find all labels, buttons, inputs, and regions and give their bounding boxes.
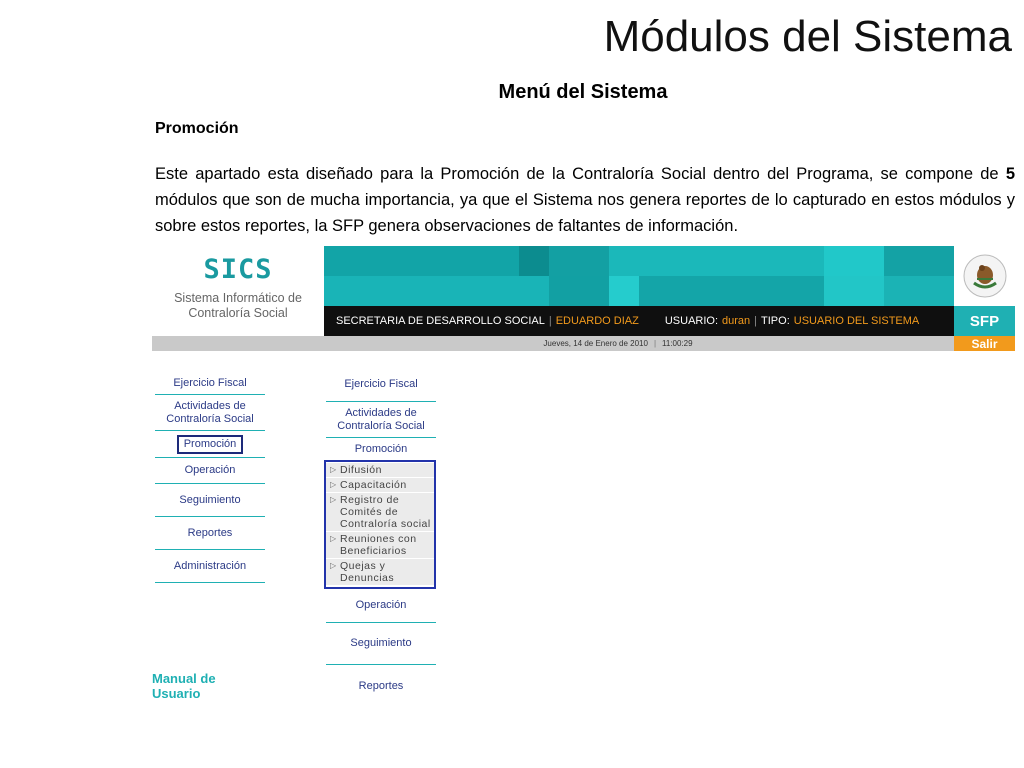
chevron-right-icon: ▷ — [330, 495, 337, 504]
cmenu-operacion[interactable]: Operación — [326, 589, 436, 623]
menu-reportes[interactable]: Reportes — [155, 517, 265, 550]
submenu-item[interactable]: ▷ Capacitación — [326, 478, 434, 493]
left-menu — [155, 372, 265, 583]
mexico-emblem-icon — [954, 246, 1015, 306]
chevron-right-icon: ▷ — [330, 480, 337, 489]
org-name: SECRETARIA DE DESARROLLO SOCIAL — [336, 315, 545, 327]
submenu-item[interactable]: ▷ Quejas y Denuncias — [326, 559, 434, 586]
slide-title: Módulos del Sistema — [603, 12, 1012, 61]
promocion-submenu — [324, 460, 436, 589]
menu-administracion[interactable]: Administración — [155, 550, 265, 583]
submenu-item[interactable]: ▷ Difusión — [326, 463, 434, 478]
user-fullname: EDUARDO DIAZ — [555, 315, 639, 327]
usuario-value: duran — [722, 315, 751, 327]
date-text: Jueves, 14 de Enero de 2010 — [543, 339, 648, 348]
header-mosaic — [324, 246, 954, 306]
time-text: 11:00:29 — [662, 339, 693, 348]
usuario-label: USUARIO: — [664, 315, 719, 327]
cmenu-ejercicio-fiscal[interactable]: Ejercicio Fiscal — [326, 368, 436, 402]
header-info-bar: SECRETARIA DE DESARROLLO SOCIAL | EDUARDO DIAZ USUARIO: duran | TIPO: USUARIO DEL SISTEMA — [324, 306, 954, 336]
menu-promocion[interactable]: Promoción — [155, 431, 265, 458]
center-menu — [326, 368, 436, 707]
submenu-item[interactable]: ▷ Reuniones con Beneficiarios — [326, 532, 434, 559]
logo-subtitle: Sistema Informático de Contraloría Social — [174, 291, 302, 320]
app-header — [152, 246, 1015, 351]
description-paragraph: Este apartado esta diseñado para la Promoción de la Contraloría Social dentro del Programa, se compone de 5 módulos que son de mucha importancia, ya que el Sistema nos genera reportes de lo capturado en estos módulos y sobre estos reportes, la SFP genera observaciones de faltantes de información. — [155, 165, 1015, 235]
chevron-right-icon: ▷ — [330, 534, 337, 543]
cmenu-seguimiento[interactable]: Seguimiento — [326, 623, 436, 665]
chevron-right-icon: ▷ — [330, 465, 337, 474]
date-bar: Jueves, 14 de Enero de 2010 | 11:00:29 — [152, 336, 954, 351]
submenu-item[interactable]: ▷ Registro de Comités de Contraloría social — [326, 493, 434, 532]
logo-text: SICS — [203, 254, 273, 285]
section-title: Menú del Sistema — [498, 81, 668, 103]
menu-ejercicio-fiscal[interactable]: Ejercicio Fiscal — [155, 372, 265, 395]
sics-logo[interactable] — [152, 246, 324, 336]
menu-actividades[interactable]: Actividades de Contraloría Social — [155, 395, 265, 431]
sfp-badge: SFP — [954, 306, 1015, 336]
cmenu-promocion[interactable]: Promoción — [354, 442, 408, 455]
tipo-value: USUARIO DEL SISTEMA — [793, 315, 920, 327]
tipo-label: TIPO: — [761, 315, 790, 327]
menu-seguimiento[interactable]: Seguimiento — [155, 484, 265, 517]
chevron-right-icon: ▷ — [330, 561, 337, 570]
cmenu-reportes[interactable]: Reportes — [358, 679, 404, 692]
manual-usuario-link[interactable]: Manual de Usuario — [152, 671, 216, 701]
menu-operacion[interactable]: Operación — [155, 458, 265, 484]
module-count: 5 — [1005, 165, 1015, 183]
salir-button[interactable]: Salir — [954, 336, 1015, 351]
subsection-title: Promoción — [155, 120, 239, 137]
cmenu-actividades[interactable]: Actividades de Contraloría Social — [326, 402, 436, 438]
